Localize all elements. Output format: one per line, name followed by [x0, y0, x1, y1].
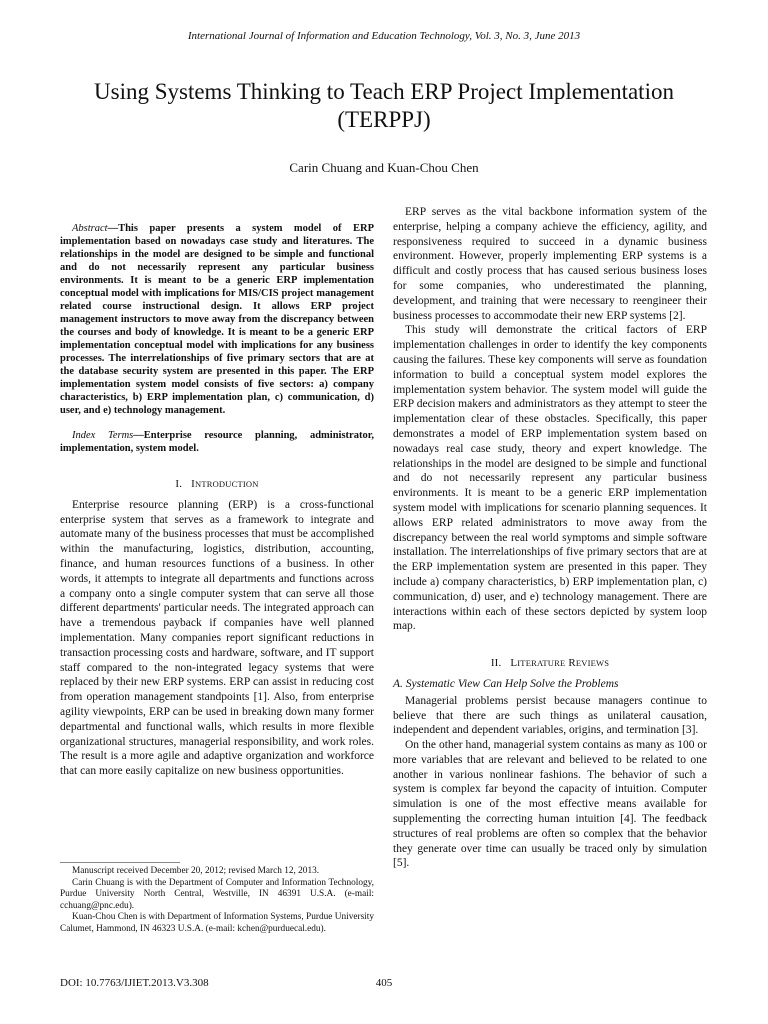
right-paragraph-3: Managerial problems persist because managers continue to believe that there are such things as unilateral causation, independent and dependent variables, origins, and termination [3]. [393, 694, 707, 737]
right-column [393, 205, 707, 871]
section-heading-introduction [60, 477, 374, 492]
section-rest: ITERATURE [517, 658, 566, 669]
footer-doi: DOI: 10.7763/IJIET.2013.V3.308 [60, 977, 209, 989]
footnote-author1: Carin Chuang is with the Department of Computer and Information Technology, Purdue University North Central, Westville, IN 46391 U.S.A. (e-mail: cchuang@pnc.edu). [60, 877, 374, 911]
page-number: 405 [375, 977, 393, 989]
section-initial: I [191, 478, 195, 490]
footnote-divider [60, 862, 180, 863]
section-initial: R [568, 657, 576, 670]
right-paragraph-2: This study will demonstrate the critical factors of ERP implementation challenges in order to identify the key components causing the failures. These key components will serve as foundation information to build a conceptual system model explores the implementation system behavior. The system model will guide the ERP decision makers and administrators as they attempt to steer the implementation clear of these obstacles. Specifically, this paper demonstrates a model of ERP implementation system based on nowadays real case study, theory and expert knowledge. The relationships in the model are designed to be simple and functional and do not necessarily represent any particular business environments. It is meant to be a generic ERP implementation system model with implications for scenario planning sequences. It allows ERP related administrators to move away from the discrepancy between the real world symptoms and simple software installation. The interrelationships of five primary sectors that are at the ERP implementation system are presented in this paper. They include a) company characteristics, b) ERP implementation plan, c) communication, d) user, and e) technology management. There are interactions within each of these sectors depicted by system loop map. [393, 324, 707, 633]
abstract-paragraph [60, 222, 374, 417]
index-terms-text: Enterprise resource planning, administrator, implementation, system model. [60, 430, 375, 454]
paper-title: Using Systems Thinking to Teach ERP Project Implementation (TERPPJ) [94, 79, 674, 132]
left-column [60, 222, 374, 779]
footnote-manuscript: Manuscript received December 20, 2012; revised March 12, 2013. [72, 866, 320, 876]
abstract-label: Abstract [72, 223, 108, 234]
section-rest: EVIEWS [575, 658, 610, 669]
index-terms-paragraph [60, 429, 374, 455]
footnote-author2: Kuan-Chou Chen is with Department of Information Systems, Purdue University Calumet, Hammond, IN 46323 U.S.A. (e-mail: kchen@purduecal.edu). [60, 912, 374, 934]
section-rest: NTRODUCTION [194, 479, 259, 489]
right-paragraph-1: ERP serves as the vital backbone information system of the enterprise, helping a company achieve the efficiency, agility, and responsiveness required to succeed in a dynamic business environment. However, properly implementing ERP systems is a difficult and costly process that has caused serious business loses for some companies, who underestimated the planning, development, and training that were necessary to reengineer their business processes to accommodate their new ERP systems [2]. [393, 206, 707, 322]
abstract-dash: — [107, 223, 119, 234]
subsection-heading: A. Systematic View Can Help Solve the Problems [393, 677, 619, 690]
index-terms-label: Index Terms [72, 430, 134, 441]
index-terms-section [60, 429, 374, 455]
footnotes [60, 866, 374, 935]
abstract-text: This paper presents a system model of ERP implementation based on nowadays case study and literatures. The relationships in the model are designed to be simple and functional and do not necessarily represent any particular business environments. It is meant to be a generic ERP implementation conceptual model with implications for MIS/CIS project management related course instructional design. It allows ERP project management instructors to move away from the discrepancy between the courses and body of knowledge. It is meant to be a generic ERP implementation conceptual model with implications for any business processes. The interrelationships of five primary sectors that are at the database security system are presented in this paper. The ERP implementation system model consists of five sectors: a) company characteristics, b) ERP implementation plan, c) communication, d) user, and e) technology management. [60, 223, 374, 416]
section-heading-literature [393, 656, 707, 671]
section-initial: L [510, 657, 518, 670]
section-number: II. [490, 657, 502, 670]
abstract-section [60, 222, 374, 417]
journal-header: International Journal of Information and Education Technology, Vol. 3, No. 3, June 2013 [187, 30, 581, 42]
author-list: Carin Chuang and Kuan-Chou Chen [289, 160, 479, 175]
intro-paragraph: Enterprise resource planning (ERP) is a cross-functional enterprise system that serves as a framework to integrate and automate many of the business processes that must be accomplished within the manufacturing, logistics, distribution, accounting, finance, and human resources functions of a business. In other words, it attempts to integrate all departments and functions across a company onto a single computer system that can serve all those different departments' particular needs. The integrated approach can have a tremendous payback if companies have well planned implementation. Many companies report significant reductions in transaction processing costs and hardware, software, and IT support staff compared to the non-integrated legacy systems that were replaced by their new ERP systems. ERP can assist in reducing cost from operation management standpoints [1]. Also, from enterprise agility viewpoints, ERP can be used in breaking down many former departmental and functional walls, which results in more flexible organizational structures, managerial responsibility, and work roles. The result is a more agile and adaptive organization and workforce that can more easily capitalize on new business opportunities. [60, 498, 374, 778]
index-terms-dash: — [133, 430, 144, 441]
section-number: I. [175, 478, 183, 490]
right-paragraph-4: On the other hand, managerial system contains as many as 100 or more variables that are relevant and believed to be related to one another in various nonlinear fashions. The behavior of such a system is complex far beyond the capacity of intuition. Computer simulation is one of the most effective means available for supplementing the correcting human intuition [4]. The feedback structures of real problems are often so complex that the behavior they generate over time can usually be traced only by simulation [5]. [393, 739, 707, 870]
